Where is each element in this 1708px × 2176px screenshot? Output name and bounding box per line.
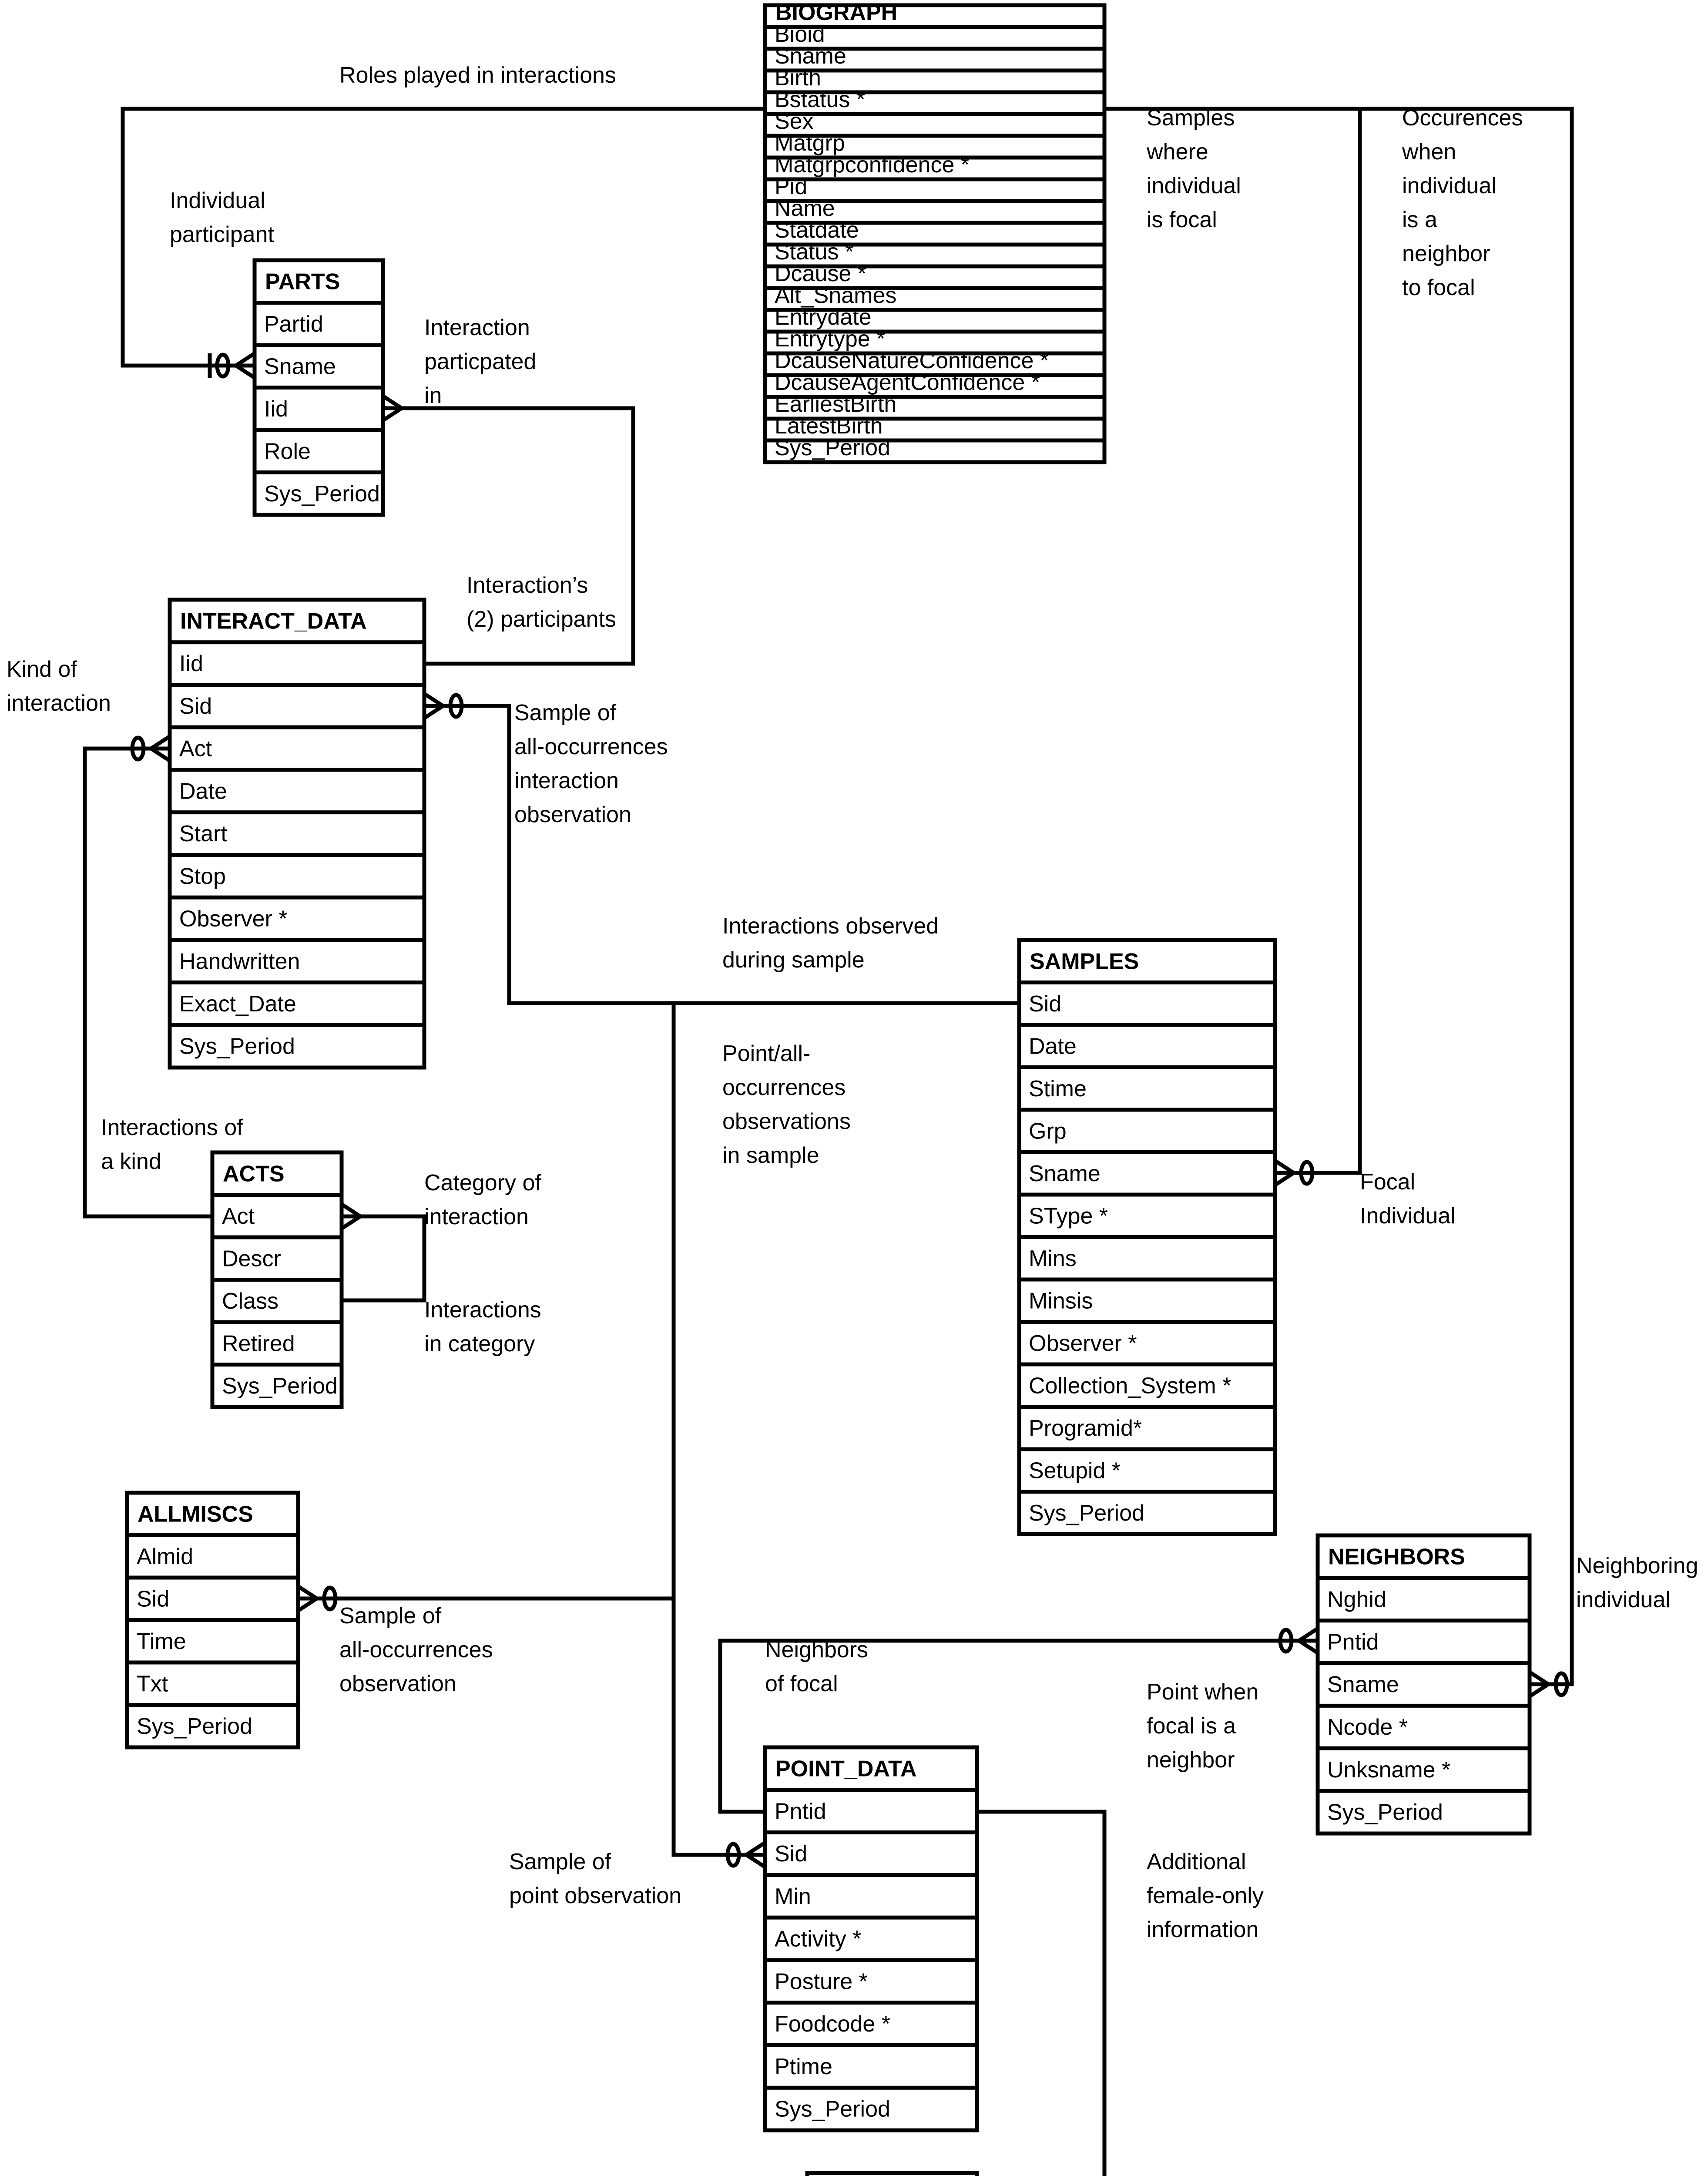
field-dcauseagentconfidence: DcauseAgentConfidence * <box>775 370 1040 395</box>
field-matgrp: Matgrp <box>775 131 845 156</box>
acts-title: ACTS <box>223 1161 285 1187</box>
field-descr: Descr <box>222 1246 281 1272</box>
field-handwritten: Handwritten <box>179 949 300 974</box>
label-samples-where-focal <box>1146 105 1241 232</box>
label-interaction-participants <box>466 573 616 632</box>
field-observer: Observer * <box>179 906 288 932</box>
field-dcausenatureconfidence: DcauseNatureConfidence * <box>775 348 1049 373</box>
label-line: individual <box>1147 173 1241 198</box>
label-line: all-occurrences <box>339 1637 493 1662</box>
label-line: (2) participants <box>466 607 616 632</box>
field-start: Start <box>179 821 227 847</box>
label-line: Neighbors <box>765 1637 869 1662</box>
label-roles-played: Roles played in interactions <box>339 63 616 88</box>
label-additional-female-only <box>1147 1849 1264 1942</box>
allmiscs-title: ALLMISCS <box>138 1501 253 1527</box>
field-bstatus: Bstatus * <box>775 87 866 112</box>
field-ptime: Ptime <box>775 2054 832 2079</box>
label-line: individual <box>1402 173 1497 198</box>
label-line: Point/all- <box>722 1041 811 1066</box>
interact-data-table <box>170 600 424 1068</box>
field-dcause: Dcause * <box>775 261 866 286</box>
label-line: particpated <box>424 349 537 374</box>
field-sys-period: Sys_Period <box>775 2096 890 2122</box>
field-latestbirth: LatestBirth <box>775 413 883 439</box>
label-line: a kind <box>101 1149 161 1174</box>
label-line: occurrences <box>722 1075 846 1100</box>
label-sample-all-occ-observation <box>339 1603 493 1696</box>
field-alt-snames: Alt_Snames <box>775 283 897 308</box>
label-line: individual <box>1576 1587 1671 1612</box>
label-line: Samples <box>1147 105 1235 131</box>
label-line: Sample of <box>339 1603 442 1629</box>
label-line: Occurences <box>1402 105 1523 131</box>
field-entrydate: Entrydate <box>775 305 872 330</box>
field-earliestbirth: EarliestBirth <box>775 392 897 417</box>
field-sname: Sname <box>1029 1161 1101 1186</box>
field-role: Role <box>264 439 311 464</box>
field-iid: Iid <box>264 396 288 422</box>
field-pntid: Pntid <box>775 1799 826 1824</box>
field-nghid: Nghid <box>1327 1587 1386 1612</box>
neighbors-title: NEIGHBORS <box>1328 1544 1465 1570</box>
label-line: Category of <box>424 1170 541 1195</box>
field-sys-period: Sys_Period <box>137 1713 252 1739</box>
field-sname: Sname <box>1327 1672 1399 1698</box>
rel-line-acts-category <box>342 1216 424 1300</box>
field-txt: Txt <box>137 1671 168 1697</box>
label-line: Interactions <box>424 1297 541 1323</box>
label-line: information <box>1147 1917 1259 1942</box>
samples-table <box>1019 940 1275 1534</box>
label-point-all-occ-in-sample <box>722 1041 851 1168</box>
label-interaction-participated <box>424 315 536 408</box>
label-line: Point when <box>1147 1679 1259 1705</box>
rel-line-biograph-neighbors <box>1360 109 1572 1684</box>
field-mins: Mins <box>1029 1246 1077 1271</box>
field-date: Date <box>1029 1034 1077 1059</box>
label-line: point observation <box>509 1883 682 1908</box>
field-sname: Sname <box>264 354 336 379</box>
field-sid: Sid <box>1029 991 1062 1017</box>
fpoints-table <box>807 2173 977 2176</box>
field-sys-period: Sys_Period <box>1029 1500 1144 1526</box>
field-sys-period: Sys_Period <box>1327 1800 1443 1825</box>
field-act: Act <box>179 736 212 762</box>
label-line: is a <box>1402 207 1437 232</box>
label-line: to focal <box>1402 275 1475 300</box>
label-line: participant <box>170 222 274 247</box>
label-line: Sample of <box>509 1849 611 1874</box>
field-statdate: Statdate <box>775 218 859 243</box>
label-sample-all-occ-interaction <box>514 700 668 827</box>
field-collection-system: Collection_System * <box>1029 1373 1232 1399</box>
label-line: Interaction <box>424 315 530 340</box>
field-programid: Programid* <box>1029 1415 1142 1441</box>
label-occurences-neighbor <box>1402 105 1523 300</box>
field-stype: SType * <box>1029 1203 1108 1229</box>
label-line: observations <box>722 1109 851 1134</box>
field-sex: Sex <box>775 109 814 134</box>
field-sys-period: Sys_Period <box>179 1034 295 1059</box>
field-sys-period: Sys_Period <box>222 1373 338 1399</box>
field-act: Act <box>222 1203 255 1229</box>
label-kind-of-interaction <box>7 657 111 716</box>
field-name: Name <box>775 196 835 221</box>
label-line: of focal <box>765 1671 838 1696</box>
label-line: when <box>1402 139 1456 165</box>
field-observer: Observer * <box>1029 1330 1137 1356</box>
acts-table <box>212 1152 342 1407</box>
label-line: interaction <box>514 768 619 793</box>
field-birth: Birth <box>775 65 821 91</box>
field-activity: Activity * <box>775 1926 862 1952</box>
interact-data-title: INTERACT_DATA <box>180 608 367 634</box>
field-pntid: Pntid <box>1327 1629 1379 1655</box>
field-setupid: Setupid * <box>1029 1458 1121 1484</box>
label-line: in sample <box>722 1143 819 1168</box>
field-pid: Pid <box>775 174 808 199</box>
field-partid: Partid <box>264 311 323 337</box>
label-line: female-only <box>1147 1883 1264 1908</box>
fpoints-border <box>807 2173 977 2176</box>
label-line: neighbor <box>1402 241 1490 266</box>
label-line: observation <box>339 1671 456 1696</box>
field-sid: Sid <box>137 1586 170 1612</box>
label-line: observation <box>514 802 631 827</box>
rel-line-point-fpoints <box>977 1812 1104 2176</box>
label-line: in <box>424 383 442 408</box>
field-time: Time <box>137 1629 186 1654</box>
label-line: Interaction’s <box>466 573 588 598</box>
field-sname: Sname <box>775 44 846 69</box>
field-date: Date <box>179 779 227 804</box>
field-class: Class <box>222 1288 279 1314</box>
allmiscs-table <box>127 1493 298 1747</box>
label-line: Kind of <box>7 657 77 682</box>
field-grp: Grp <box>1029 1118 1067 1144</box>
label-line: Additional <box>1147 1849 1246 1874</box>
field-ncode: Ncode * <box>1327 1714 1408 1740</box>
label-line: focal is a <box>1147 1713 1236 1739</box>
field-sid: Sid <box>179 693 212 719</box>
field-iid: Iid <box>179 651 203 677</box>
field-min: Min <box>775 1884 811 1909</box>
field-exact-date: Exact_Date <box>179 991 296 1017</box>
label-neighboring-individual <box>1576 1553 1698 1612</box>
field-sid: Sid <box>775 1841 808 1867</box>
field-bioid: Bioid <box>775 22 825 47</box>
point-data-title: POINT_DATA <box>775 1756 917 1782</box>
field-unksname: Unksname * <box>1327 1757 1451 1783</box>
neighbors-table <box>1318 1535 1530 1833</box>
biograph-table <box>765 0 1104 462</box>
field-stime: Stime <box>1029 1076 1087 1101</box>
label-line: where <box>1147 139 1208 165</box>
label-neighbors-of-focal <box>765 1637 868 1696</box>
label-line: Interactions of <box>101 1115 243 1140</box>
label-interactions-in-category <box>424 1297 541 1357</box>
parts-table <box>255 260 383 515</box>
label-line: neighbor <box>1147 1747 1235 1773</box>
samples-title: SAMPLES <box>1030 949 1139 974</box>
parts-title: PARTS <box>265 269 340 295</box>
label-line: Neighboring <box>1576 1553 1698 1578</box>
label-line: Individual <box>170 188 265 213</box>
label-line: Individual <box>1360 1203 1456 1229</box>
label-sample-point-observation <box>509 1849 681 1908</box>
label-line: during sample <box>722 947 865 973</box>
field-matgrpconfidence: Matgrpconfidence * <box>775 152 970 178</box>
label-line: Interactions observed <box>722 913 939 939</box>
label-individual-participant <box>170 188 274 247</box>
label-line: Sample of <box>514 700 617 725</box>
label-category-of-interaction <box>424 1170 541 1229</box>
label-line: interaction <box>7 691 111 716</box>
biograph-title: BIOGRAPH <box>775 0 898 25</box>
point-data-table <box>765 1747 977 2130</box>
label-interactions-observed <box>722 913 939 973</box>
field-status: Status * <box>775 239 854 265</box>
label-line: Focal <box>1360 1169 1416 1195</box>
rel-line-samples-interact <box>424 706 1019 1003</box>
field-sys-period: Sys_Period <box>264 481 380 507</box>
field-almid: Almid <box>137 1544 194 1569</box>
field-stop: Stop <box>179 863 226 889</box>
field-foodcode: Foodcode * <box>775 2011 890 2037</box>
label-line: interaction <box>424 1204 529 1229</box>
field-sys-period: Sys_Period <box>775 435 890 460</box>
field-minsis: Minsis <box>1029 1288 1093 1314</box>
field-posture: Posture * <box>775 1969 868 1995</box>
label-focal-individual <box>1360 1169 1456 1229</box>
label-line: in category <box>424 1331 535 1357</box>
field-entrytype: Entrytype * <box>775 326 886 352</box>
label-line: all-occurrences <box>514 734 668 759</box>
label-line: is focal <box>1147 207 1217 232</box>
field-retired: Retired <box>222 1331 295 1357</box>
label-point-when-neighbor <box>1147 1679 1258 1773</box>
